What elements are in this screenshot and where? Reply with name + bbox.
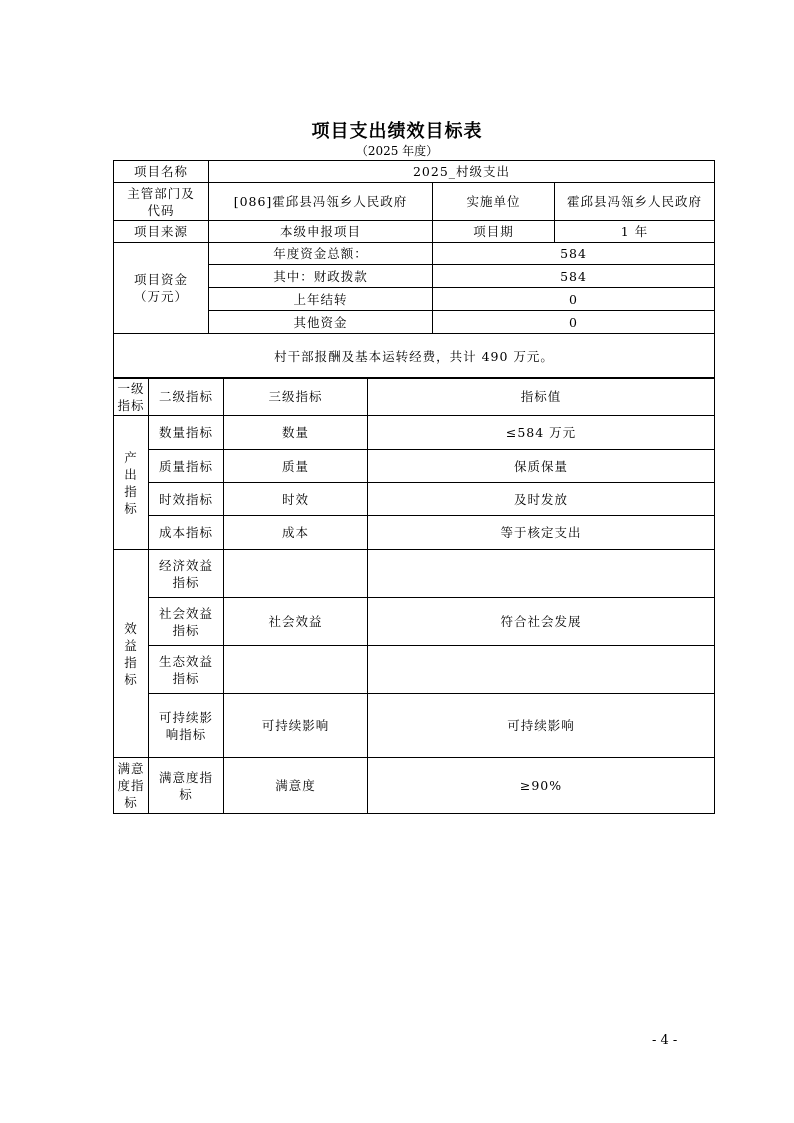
level3-cell: 时效: [224, 483, 368, 516]
level2-cell: 满意度指标: [149, 758, 224, 814]
group-output: 产出指标: [114, 416, 149, 550]
fund-label: 其中：财政拨款: [209, 265, 433, 288]
level3-cell: [224, 646, 368, 694]
level2-cell: 经济效益指标: [149, 550, 224, 598]
value-cell: 保质保量: [368, 450, 715, 483]
fund-value: 0: [433, 311, 715, 334]
level2-cell: 社会效益指标: [149, 598, 224, 646]
group-satisfaction: 满意度指标: [114, 758, 149, 814]
level3-cell: 社会效益: [224, 598, 368, 646]
value-cell: 及时发放: [368, 483, 715, 516]
level3-cell: 成本: [224, 516, 368, 550]
header-level1: 一级指标: [114, 378, 149, 416]
page-title: 项目支出绩效目标表: [311, 121, 483, 142]
source-label: 项目来源: [114, 221, 209, 243]
page-number: - 4 -: [652, 1033, 678, 1048]
level2-cell: 质量指标: [149, 450, 224, 483]
page-subtitle: （2025 年度）: [355, 144, 439, 158]
project-info-table: [113, 160, 715, 379]
period-value: 1 年: [555, 221, 715, 243]
dept-label: 主管部门及代码: [114, 183, 209, 221]
period-label: 项目期: [433, 221, 555, 243]
value-cell: 等于核定支出: [368, 516, 715, 550]
indicator-table: [113, 377, 715, 814]
group-benefit: 效益指标: [114, 550, 149, 758]
header-level2: 二级指标: [149, 378, 224, 416]
header-value: 指标值: [368, 378, 715, 416]
project-name-value: 2025_村级支出: [209, 161, 715, 183]
header-level3: 三级指标: [224, 378, 368, 416]
value-cell: [368, 550, 715, 598]
value-cell: [368, 646, 715, 694]
fund-value: 584: [433, 243, 715, 265]
level2-cell: 成本指标: [149, 516, 224, 550]
impl-unit-label: 实施单位: [433, 183, 555, 221]
value-cell: ≤584 万元: [368, 416, 715, 450]
level2-cell: 数量指标: [149, 416, 224, 450]
level3-cell: [224, 550, 368, 598]
summary-text: 村干部报酬及基本运转经费，共计 490 万元。: [114, 334, 715, 379]
project-name-label: 项目名称: [114, 161, 209, 183]
fund-label: 年度资金总额：: [209, 243, 433, 265]
level2-cell: 可持续影响指标: [149, 694, 224, 758]
impl-unit-value: 霍邱县冯瓴乡人民政府: [555, 183, 715, 221]
funds-label: 项目资金（万元）: [114, 243, 209, 334]
value-cell: 符合社会发展: [368, 598, 715, 646]
dept-value: [086]霍邱县冯瓴乡人民政府: [209, 183, 433, 221]
source-value: 本级申报项目: [209, 221, 433, 243]
value-cell: ≥90%: [368, 758, 715, 814]
value-cell: 可持续影响: [368, 694, 715, 758]
level3-cell: 数量: [224, 416, 368, 450]
fund-value: 584: [433, 265, 715, 288]
fund-label: 其他资金: [209, 311, 433, 334]
fund-value: 0: [433, 288, 715, 311]
level3-cell: 质量: [224, 450, 368, 483]
level2-cell: 时效指标: [149, 483, 224, 516]
level2-cell: 生态效益指标: [149, 646, 224, 694]
level3-cell: 可持续影响: [224, 694, 368, 758]
level3-cell: 满意度: [224, 758, 368, 814]
fund-label: 上年结转: [209, 288, 433, 311]
